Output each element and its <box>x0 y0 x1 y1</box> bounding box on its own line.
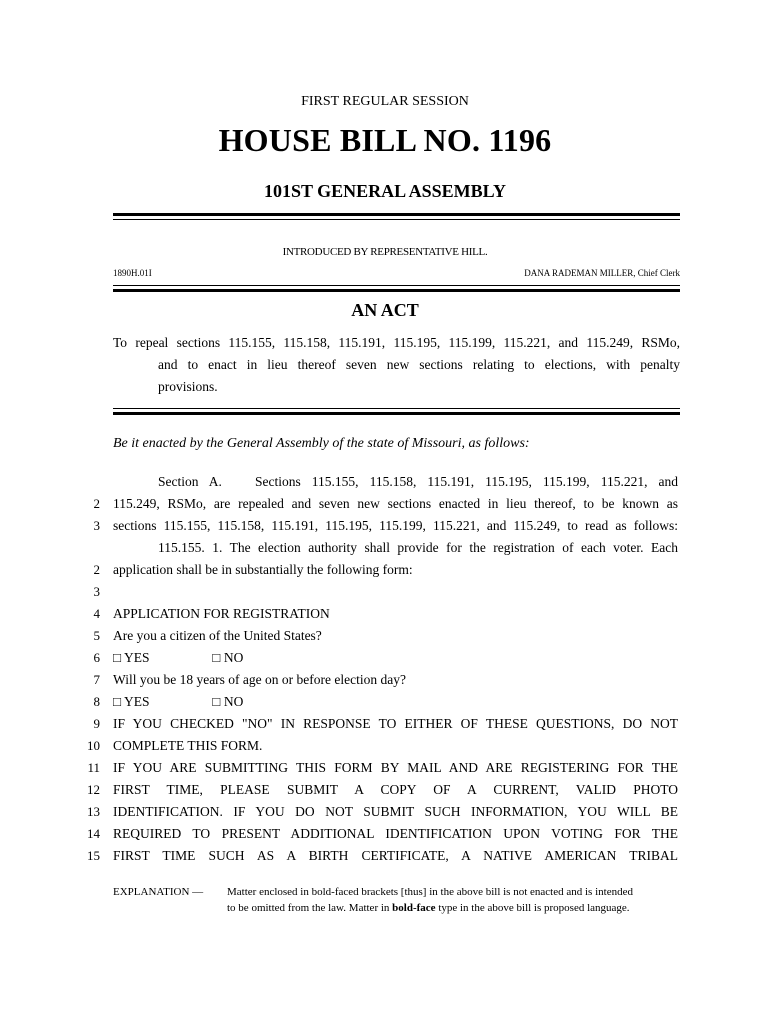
act-rule-thick <box>113 412 680 415</box>
line-number: 6 <box>93 650 100 665</box>
enacting-clause: Be it enacted by the General Assembly of the state of Missouri, as follows: <box>113 436 530 451</box>
line-number: 10 <box>87 738 100 753</box>
explanation-fragment: type in the above bill is proposed language. <box>435 902 630 914</box>
body-line <box>0 713 770 735</box>
line-number: 3 <box>93 518 100 533</box>
assembly-label: 101ST GENERAL ASSEMBLY <box>263 181 507 201</box>
bill-code: 1890H.01I <box>113 268 152 278</box>
explanation-label: EXPLANATION — <box>113 886 204 898</box>
line-text: FIRST TIME, PLEASE SUBMIT A COPY OF A CURRENT, VALID PHOTO <box>113 782 678 797</box>
purpose-line: provisions. <box>158 379 218 394</box>
session-label: FIRST REGULAR SESSION <box>301 94 469 109</box>
body-line <box>0 845 770 867</box>
body-line <box>0 691 770 713</box>
body-line <box>0 801 770 823</box>
explanation-fragment: to be omitted from the law. Matter in <box>227 902 393 914</box>
body-line <box>0 471 770 493</box>
line-text: REQUIRED TO PRESENT ADDITIONAL IDENTIFICATION UPON VOTING FOR THE <box>113 826 678 841</box>
purpose-line: To repeal sections 115.155, 115.158, 115.191, 115.195, 115.199, 115.221, and 115.249, RSMo, <box>113 335 680 350</box>
chief-clerk: DANA RADEMAN MILLER, Chief Clerk <box>524 268 680 278</box>
line-number: 5 <box>93 628 100 643</box>
line-text: IF YOU ARE SUBMITTING THIS FORM BY MAIL AND ARE REGISTERING FOR THE <box>113 760 678 775</box>
explanation-line <box>227 900 680 916</box>
body-line <box>0 515 770 537</box>
line-number: 2 <box>93 496 100 511</box>
age-options <box>113 691 678 713</box>
meta-rule-thin <box>113 285 680 286</box>
line-text: Section A. Sections 115.155, 115.158, 115.191, 115.195, 115.199, 115.221, and <box>158 474 678 489</box>
act-rule-thin <box>113 408 680 409</box>
option-no: NO <box>223 694 244 709</box>
act-purpose <box>113 332 680 398</box>
line-number: 3 <box>93 584 100 599</box>
citizen-options <box>113 647 678 669</box>
checkbox-icon: □ <box>212 650 221 665</box>
line-number: 7 <box>93 672 100 687</box>
body-line <box>0 625 770 647</box>
body-line <box>0 669 770 691</box>
body-line <box>0 537 770 559</box>
option-yes: YES <box>124 650 150 665</box>
bill-title: HOUSE BILL NO. 1196 <box>218 122 552 158</box>
line-text: application shall be in substantially the following form: <box>113 562 413 577</box>
line-text: 115.249, RSMo, are repealed and seven new sections enacted in lieu thereof, to be known as <box>113 496 678 511</box>
line-number: 9 <box>93 716 100 731</box>
body-line <box>0 493 770 515</box>
line-text: sections 115.155, 115.158, 115.191, 115.195, 115.199, 115.221, and 115.249, to read as follows: <box>113 518 678 533</box>
line-number: 2 <box>93 562 100 577</box>
line-number: 4 <box>93 606 100 621</box>
body-line <box>0 735 770 757</box>
body-line <box>0 581 770 603</box>
body-line <box>0 647 770 669</box>
body-line <box>0 779 770 801</box>
checkbox-icon: □ <box>113 694 122 709</box>
body-line <box>0 559 770 581</box>
line-number: 11 <box>87 760 100 775</box>
line-number: 14 <box>87 826 100 841</box>
form-title: APPLICATION FOR REGISTRATION <box>113 606 330 621</box>
line-text: IF YOU CHECKED "NO" IN RESPONSE TO EITHER OF THESE QUESTIONS, DO NOT <box>113 716 678 731</box>
age-question: Will you be 18 years of age on or before election day? <box>113 672 406 687</box>
body-line <box>0 757 770 779</box>
line-text: FIRST TIME SUCH AS A BIRTH CERTIFICATE, A NATIVE AMERICAN TRIBAL <box>113 848 678 863</box>
citizen-question: Are you a citizen of the United States? <box>113 628 322 643</box>
line-text: 115.155. 1. The election authority shall provide for the registration of each voter. Each <box>158 540 678 555</box>
purpose-line: and to enact in lieu thereof seven new sections relating to elections, with penalty <box>158 357 680 372</box>
checkbox-icon: □ <box>212 694 221 709</box>
line-text: COMPLETE THIS FORM. <box>113 738 263 753</box>
meta-rule-thick <box>113 289 680 292</box>
line-text: IDENTIFICATION. IF YOU DO NOT SUBMIT SUCH INFORMATION, YOU WILL BE <box>113 804 678 819</box>
act-heading: AN ACT <box>351 300 419 320</box>
body-line <box>0 823 770 845</box>
line-number: 15 <box>87 848 100 863</box>
body-line <box>0 603 770 625</box>
header-rule-top <box>113 213 680 216</box>
explanation-line: Matter enclosed in bold-faced brackets [thus] in the above bill is not enacted and is intended <box>227 886 633 898</box>
option-yes: YES <box>124 694 150 709</box>
line-number: 12 <box>87 782 100 797</box>
bill-body <box>0 471 770 867</box>
introduced-by: INTRODUCED BY REPRESENTATIVE HILL. <box>282 246 488 258</box>
option-no: NO <box>223 650 244 665</box>
checkbox-icon: □ <box>113 650 122 665</box>
explanation-bold: bold-face <box>392 902 436 914</box>
explanation-text <box>227 884 680 916</box>
header-rule-top-thin <box>113 219 680 220</box>
line-number: 8 <box>93 694 100 709</box>
line-number: 13 <box>87 804 100 819</box>
